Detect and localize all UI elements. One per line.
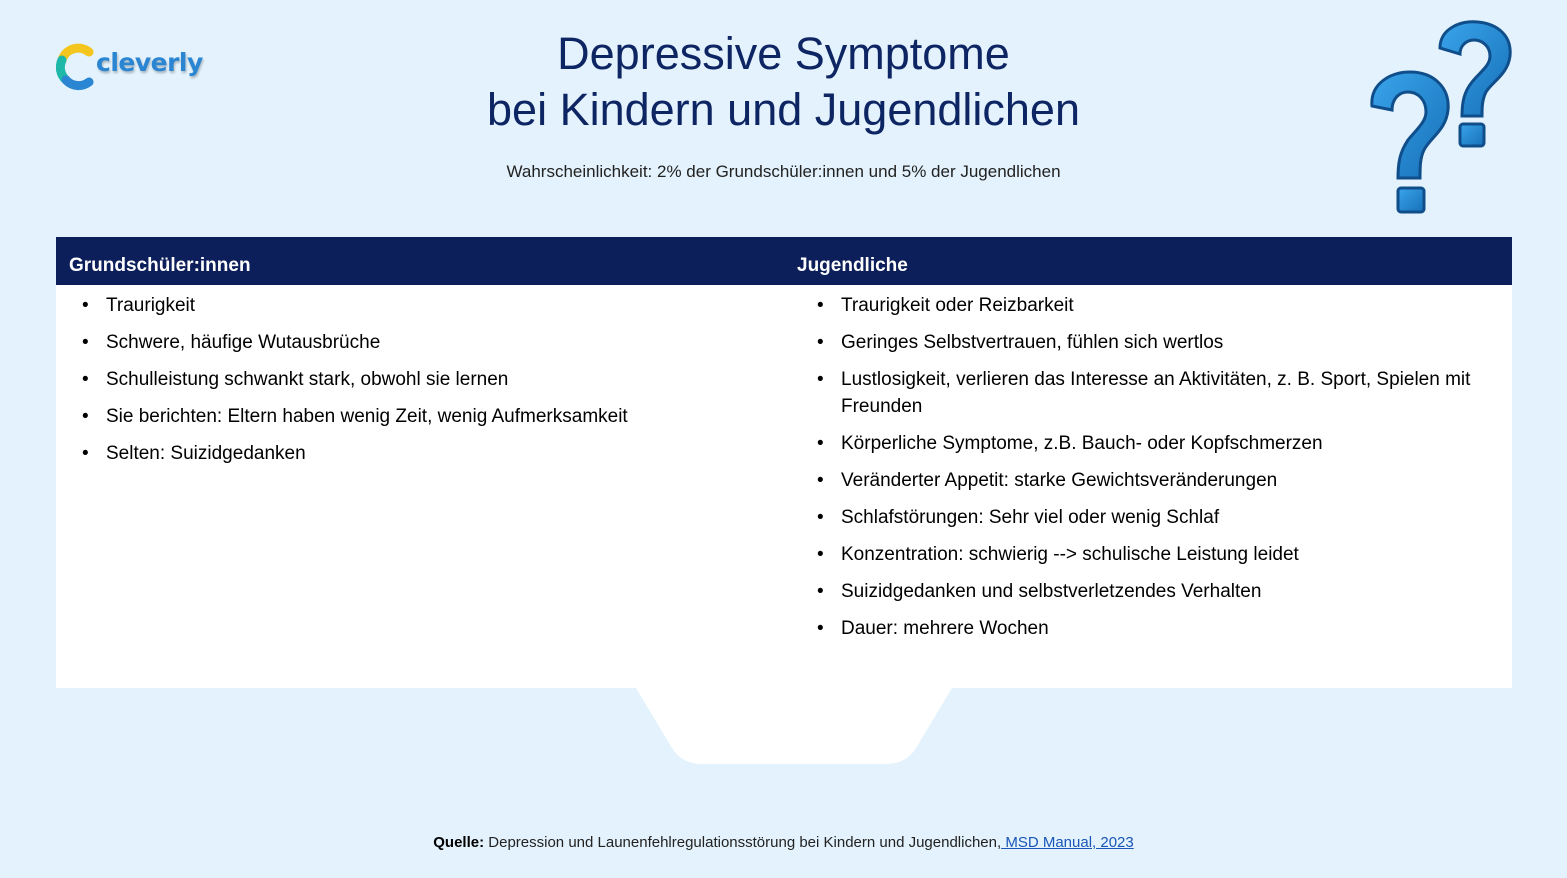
list-item: • Traurigkeit	[56, 292, 756, 319]
title-line-1: Depressive Symptome	[557, 28, 1010, 79]
list-item: • Veränderter Appetit: starke Gewichtsveränderungen	[791, 467, 1506, 494]
question-marks-icon	[1362, 16, 1522, 216]
list-item: • Lustlosigkeit, verlieren das Interesse an Aktivitäten, z. B. Sport, Spielen mit Freunden	[791, 366, 1506, 420]
list-item: • Schwere, häufige Wutausbrüche	[56, 329, 756, 356]
list-item: • Konzentration: schwierig --> schulische Leistung leidet	[791, 541, 1506, 568]
list-item: • Schlafstörungen: Sehr viel oder wenig Schlaf	[791, 504, 1506, 531]
list-item: • Schulleistung schwankt stark, obwohl sie lernen	[56, 366, 756, 393]
column-heading-grundschueler: Grundschüler:innen	[69, 255, 251, 276]
column-heading-jugendliche: Jugendliche	[797, 255, 908, 276]
page-subtitle: Wahrscheinlichkeit: 2% der Grundschüler:innen und 5% der Jugendlichen	[506, 162, 1061, 181]
symptom-table	[56, 237, 1512, 688]
list-item: • Sie berichten: Eltern haben wenig Zeit, wenig Aufmerksamkeit	[56, 403, 756, 430]
source-link[interactable]: MSD Manual, 2023	[1001, 834, 1134, 851]
table-header	[56, 237, 1512, 285]
source-citation	[0, 834, 1567, 851]
list-item: • Geringes Selbstvertrauen, fühlen sich wertlos	[791, 329, 1506, 356]
page-title	[0, 26, 1567, 138]
list-item: • Dauer: mehrere Wochen	[791, 615, 1506, 642]
source-text: Depression und Launenfehlregulationsstörung bei Kindern und Jugendlichen,	[484, 834, 1002, 851]
grundschueler-symptom-list	[56, 292, 756, 477]
list-item: • Körperliche Symptome, z.B. Bauch- oder Kopfschmerzen	[791, 430, 1506, 457]
list-item: • Traurigkeit oder Reizbarkeit	[791, 292, 1506, 319]
jugendliche-symptom-list	[791, 292, 1506, 652]
source-label: Quelle:	[433, 834, 485, 851]
title-line-2: bei Kindern und Jugendlichen	[487, 84, 1080, 135]
table-bottom-tab	[636, 688, 952, 768]
list-item: • Suizidgedanken und selbstverletzendes Verhalten	[791, 578, 1506, 605]
logo-text: cleverly	[96, 48, 203, 77]
list-item: • Selten: Suizidgedanken	[56, 440, 756, 467]
